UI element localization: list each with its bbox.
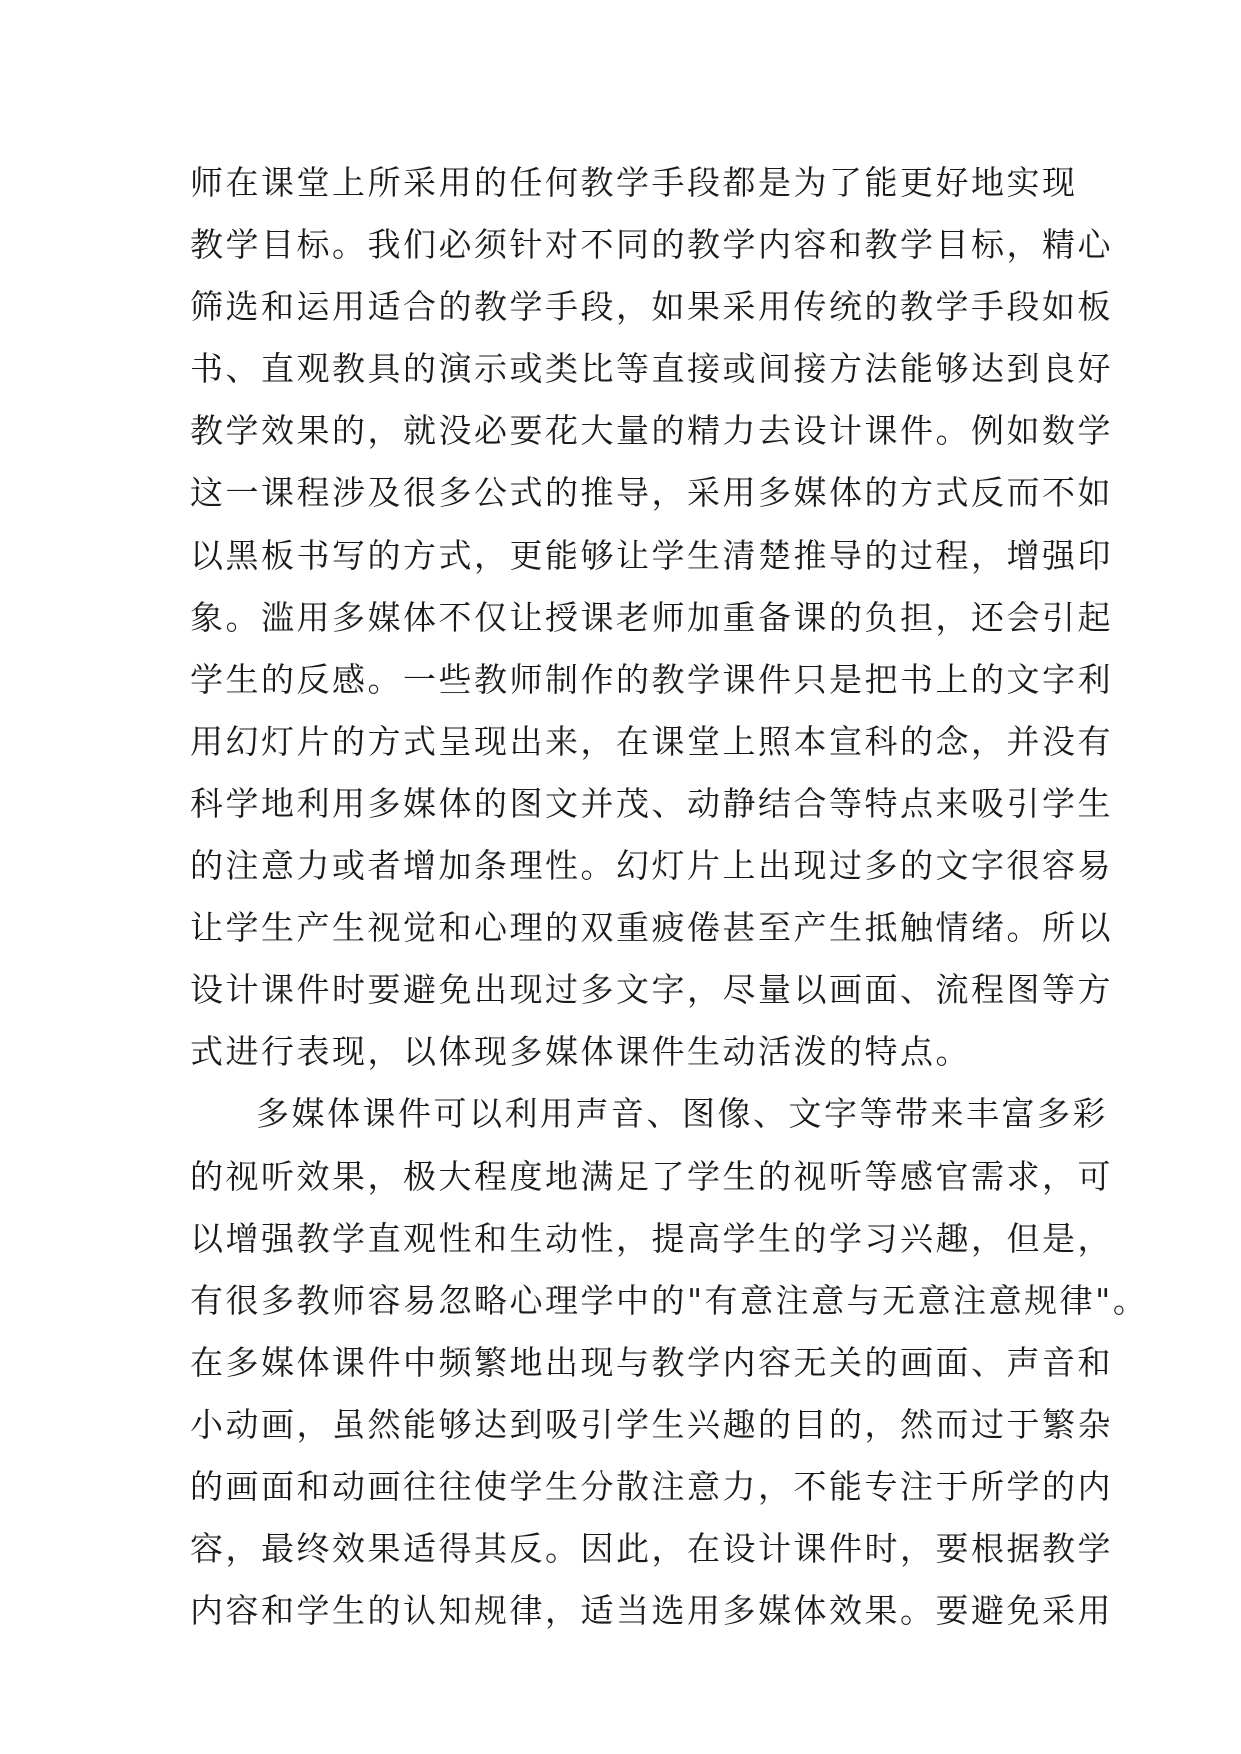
text-line: 小动画，虽然能够达到吸引学生兴趣的目的，然而过于繁杂 <box>190 1404 1113 1444</box>
text-line: 用幻灯片的方式呈现出来，在课堂上照本宣科的念，并没有 <box>190 721 1113 761</box>
text-line: 内容和学生的认知规律，适当选用多媒体效果。要避免采用 <box>190 1591 1113 1631</box>
body-text <box>190 152 1149 1642</box>
text-line: 的视听效果，极大程度地满足了学生的视听等感官需求，可 <box>190 1156 1113 1196</box>
text-line: 有很多教师容易忽略心理学中的"有意注意与无意注意规律"。 <box>190 1280 1149 1320</box>
text-line: 在多媒体课件中频繁地出现与教学内容无关的画面、声音和 <box>190 1342 1113 1382</box>
text-line: 以黑板书写的方式，更能够让学生清楚推导的过程，增强印 <box>190 535 1113 575</box>
text-line: 容，最终效果适得其反。因此，在设计课件时，要根据教学 <box>190 1529 1113 1569</box>
text-line: 让学生产生视觉和心理的双重疲倦甚至产生抵触情绪。所以 <box>190 908 1113 948</box>
text-line: 的画面和动画往往使学生分散注意力，不能专注于所学的内 <box>190 1466 1113 1506</box>
text-line: 多媒体课件可以利用声音、图像、文字等带来丰富多彩 <box>256 1094 1108 1134</box>
text-line: 以增强教学直观性和生动性，提高学生的学习兴趣，但是， <box>190 1218 1113 1258</box>
text-line: 教学目标。我们必须针对不同的教学内容和教学目标，精心 <box>190 225 1113 265</box>
text-line: 筛选和运用适合的教学手段，如果采用传统的教学手段如板 <box>190 287 1113 327</box>
text-line: 科学地利用多媒体的图文并茂、动静结合等特点来吸引学生 <box>190 783 1113 823</box>
text-line: 式进行表现，以体现多媒体课件生动活泼的特点。 <box>190 1032 971 1072</box>
text-line: 书、直观教具的演示或类比等直接或间接方法能够达到良好 <box>190 349 1113 389</box>
text-line: 设计课件时要避免出现过多文字，尽量以画面、流程图等方 <box>190 970 1113 1010</box>
text-line: 教学效果的，就没必要花大量的精力去设计课件。例如数学 <box>190 411 1113 451</box>
text-line: 象。滥用多媒体不仅让授课老师加重备课的负担，还会引起 <box>190 597 1113 637</box>
text-line: 师在课堂上所采用的任何教学手段都是为了能更好地实现 <box>190 163 1078 202</box>
paragraph-1 <box>190 152 1113 1083</box>
text-line: 学生的反感。一些教师制作的教学课件只是把书上的文字利 <box>190 659 1113 699</box>
paragraph-2 <box>190 1083 1149 1642</box>
text-line: 这一课程涉及很多公式的推导，采用多媒体的方式反而不如 <box>190 473 1113 513</box>
text-line: 的注意力或者增加条理性。幻灯片上出现过多的文字很容易 <box>190 846 1113 886</box>
